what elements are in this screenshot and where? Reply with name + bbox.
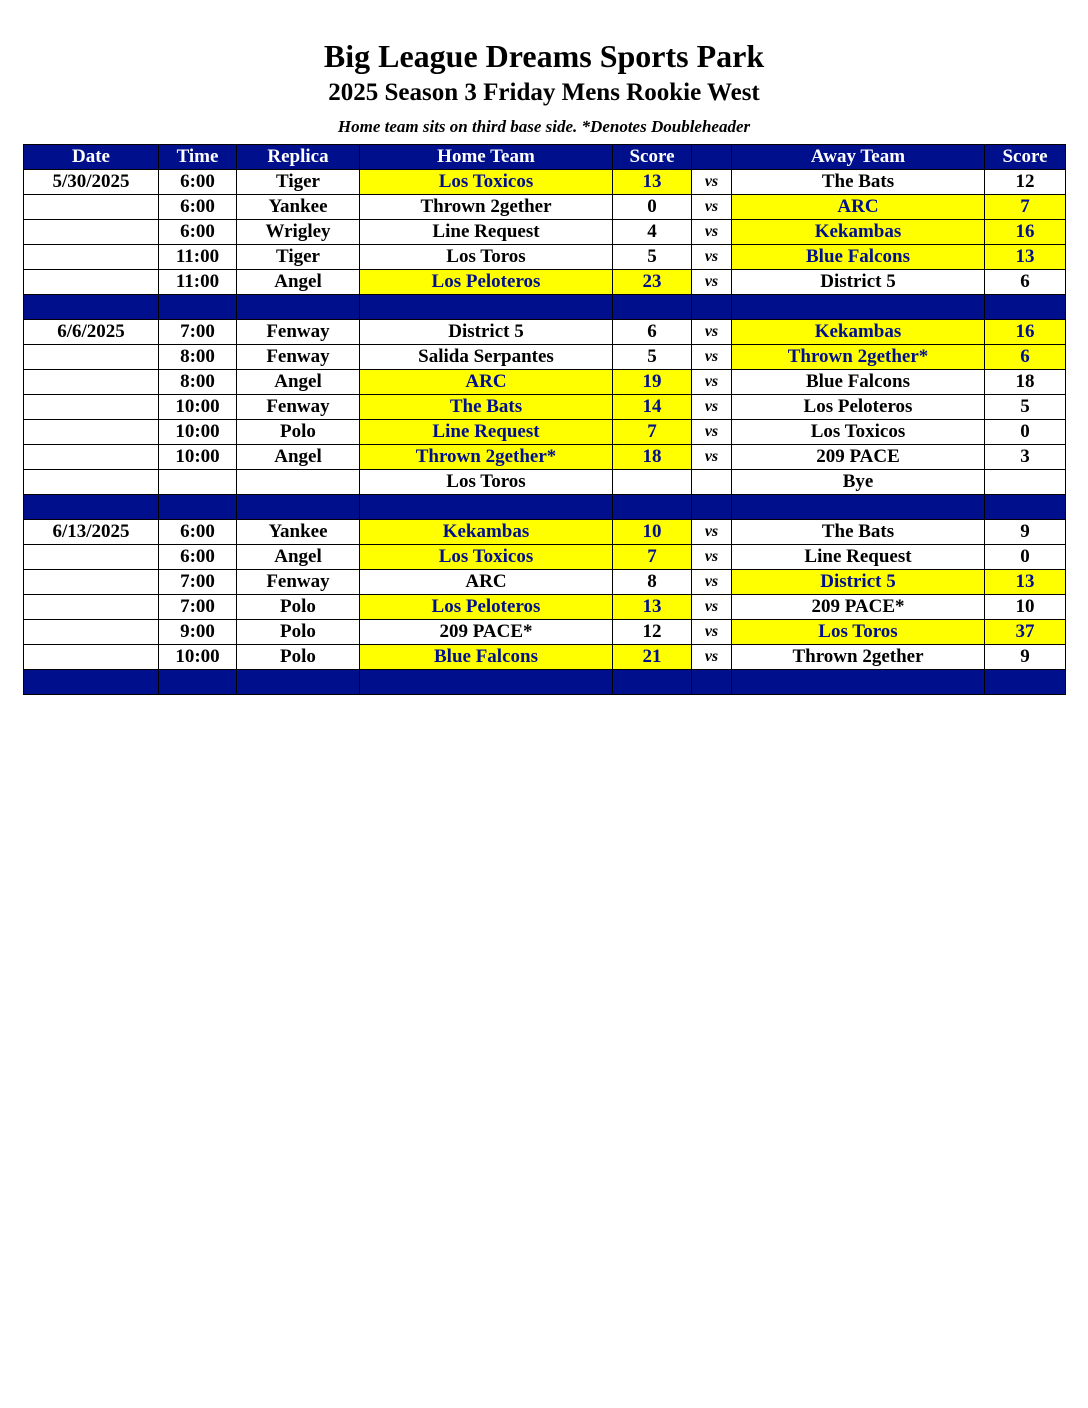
separator-row: [24, 295, 1066, 320]
table-row: [24, 320, 1066, 345]
away-team-cell: 209 PACE*: [732, 595, 985, 620]
away-score-cell: 10: [985, 595, 1066, 620]
separator-cell: [237, 495, 360, 520]
away-score-cell: 16: [985, 220, 1066, 245]
time-cell: 10:00: [159, 645, 237, 670]
away-team-cell: Bye: [732, 470, 985, 495]
home-team-cell: ARC: [360, 370, 613, 395]
home-team-cell: Kekambas: [360, 520, 613, 545]
away-score-cell: 37: [985, 620, 1066, 645]
vs-cell: vs: [692, 520, 732, 545]
away-score-cell: 18: [985, 370, 1066, 395]
date-cell: 6/13/2025: [24, 520, 159, 545]
separator-cell: [613, 495, 692, 520]
home-team-cell: Los Toros: [360, 470, 613, 495]
table-row: [24, 270, 1066, 295]
date-cell: [24, 595, 159, 620]
separator-cell: [732, 295, 985, 320]
home-score-cell: 0: [613, 195, 692, 220]
away-team-cell: Blue Falcons: [732, 370, 985, 395]
separator-cell: [24, 295, 159, 320]
home-team-cell: ARC: [360, 570, 613, 595]
column-header-away-team: Away Team: [732, 145, 985, 170]
separator-row: [24, 670, 1066, 695]
home-score-cell: 4: [613, 220, 692, 245]
replica-cell: Angel: [237, 270, 360, 295]
time-cell: 11:00: [159, 245, 237, 270]
date-cell: [24, 245, 159, 270]
away-team-cell: District 5: [732, 270, 985, 295]
away-score-cell: 3: [985, 445, 1066, 470]
replica-cell: Fenway: [237, 345, 360, 370]
vs-cell: vs: [692, 170, 732, 195]
away-team-cell: The Bats: [732, 520, 985, 545]
home-score-cell: 8: [613, 570, 692, 595]
separator-cell: [692, 670, 732, 695]
table-row: [24, 570, 1066, 595]
home-team-cell: Los Toxicos: [360, 170, 613, 195]
page-subtitle: 2025 Season 3 Friday Mens Rookie West: [328, 79, 760, 106]
home-score-cell: 18: [613, 445, 692, 470]
home-team-cell: Line Request: [360, 420, 613, 445]
column-header-replica: Replica: [237, 145, 360, 170]
replica-cell: Polo: [237, 595, 360, 620]
replica-cell: Angel: [237, 370, 360, 395]
separator-cell: [985, 670, 1066, 695]
column-header-vs: [692, 145, 732, 170]
replica-cell: Angel: [237, 445, 360, 470]
home-score-cell: 5: [613, 345, 692, 370]
time-cell: 11:00: [159, 270, 237, 295]
away-team-cell: The Bats: [732, 170, 985, 195]
away-score-cell: 13: [985, 245, 1066, 270]
replica-cell: Angel: [237, 545, 360, 570]
replica-cell: Fenway: [237, 395, 360, 420]
time-cell: 6:00: [159, 195, 237, 220]
date-cell: [24, 445, 159, 470]
table-row: [24, 170, 1066, 195]
home-team-cell: Salida Serpantes: [360, 345, 613, 370]
time-cell: 8:00: [159, 345, 237, 370]
vs-cell: vs: [692, 370, 732, 395]
home-score-cell: 13: [613, 595, 692, 620]
home-score-cell: 6: [613, 320, 692, 345]
home-score-cell: 13: [613, 170, 692, 195]
replica-cell: Fenway: [237, 570, 360, 595]
away-score-cell: 9: [985, 520, 1066, 545]
separator-cell: [613, 670, 692, 695]
replica-cell: Wrigley: [237, 220, 360, 245]
vs-cell: vs: [692, 320, 732, 345]
home-score-cell: 14: [613, 395, 692, 420]
separator-cell: [24, 670, 159, 695]
time-cell: 6:00: [159, 520, 237, 545]
away-score-cell: 5: [985, 395, 1066, 420]
separator-cell: [237, 670, 360, 695]
separator-cell: [360, 495, 613, 520]
date-cell: [24, 195, 159, 220]
home-team-cell: Los Toxicos: [360, 545, 613, 570]
away-score-cell: 6: [985, 345, 1066, 370]
away-team-cell: Thrown 2gether: [732, 645, 985, 670]
home-team-cell: Blue Falcons: [360, 645, 613, 670]
time-cell: 7:00: [159, 570, 237, 595]
vs-cell: vs: [692, 570, 732, 595]
time-cell: 9:00: [159, 620, 237, 645]
header-row: [24, 145, 1066, 170]
time-cell: 6:00: [159, 220, 237, 245]
replica-cell: Fenway: [237, 320, 360, 345]
time-cell: 6:00: [159, 545, 237, 570]
away-team-cell: Los Toros: [732, 620, 985, 645]
date-cell: [24, 395, 159, 420]
away-score-cell: 6: [985, 270, 1066, 295]
date-cell: [24, 370, 159, 395]
table-row: [24, 395, 1066, 420]
away-team-cell: Line Request: [732, 545, 985, 570]
table-row: [24, 345, 1066, 370]
home-team-cell: District 5: [360, 320, 613, 345]
away-score-cell: 9: [985, 645, 1066, 670]
vs-cell: vs: [692, 395, 732, 420]
home-team-cell: Line Request: [360, 220, 613, 245]
time-cell: 10:00: [159, 395, 237, 420]
date-cell: 6/6/2025: [24, 320, 159, 345]
away-team-cell: Kekambas: [732, 320, 985, 345]
date-cell: [24, 470, 159, 495]
away-team-cell: District 5: [732, 570, 985, 595]
vs-cell: vs: [692, 595, 732, 620]
separator-cell: [985, 295, 1066, 320]
time-cell: 6:00: [159, 170, 237, 195]
home-score-cell: 12: [613, 620, 692, 645]
separator-cell: [159, 495, 237, 520]
home-score-cell: 21: [613, 645, 692, 670]
date-cell: [24, 270, 159, 295]
replica-cell: [237, 470, 360, 495]
home-team-cell: Los Toros: [360, 245, 613, 270]
vs-cell: vs: [692, 545, 732, 570]
home-team-cell: Thrown 2gether*: [360, 445, 613, 470]
table-row: [24, 520, 1066, 545]
table-row: [24, 220, 1066, 245]
vs-cell: vs: [692, 645, 732, 670]
separator-cell: [692, 295, 732, 320]
vs-cell: vs: [692, 620, 732, 645]
date-cell: [24, 570, 159, 595]
date-cell: [24, 645, 159, 670]
date-cell: [24, 220, 159, 245]
away-team-cell: Los Toxicos: [732, 420, 985, 445]
time-cell: 7:00: [159, 595, 237, 620]
separator-cell: [360, 295, 613, 320]
date-cell: 5/30/2025: [24, 170, 159, 195]
separator-cell: [159, 670, 237, 695]
away-score-cell: 16: [985, 320, 1066, 345]
table-row: [24, 195, 1066, 220]
replica-cell: Polo: [237, 620, 360, 645]
separator-cell: [985, 495, 1066, 520]
away-score-cell: 0: [985, 545, 1066, 570]
time-cell: 7:00: [159, 320, 237, 345]
away-score-cell: 12: [985, 170, 1066, 195]
vs-cell: vs: [692, 445, 732, 470]
away-team-cell: Los Peloteros: [732, 395, 985, 420]
vs-cell: [692, 470, 732, 495]
home-team-cell: 209 PACE*: [360, 620, 613, 645]
replica-cell: Yankee: [237, 520, 360, 545]
home-score-cell: 5: [613, 245, 692, 270]
column-header-time: Time: [159, 145, 237, 170]
schedule-body: [24, 170, 1066, 695]
column-header-date: Date: [24, 145, 159, 170]
schedule-note: Home team sits on third base side. *Denotes Doubleheader: [337, 117, 751, 136]
replica-cell: Tiger: [237, 245, 360, 270]
away-team-cell: Kekambas: [732, 220, 985, 245]
time-cell: 8:00: [159, 370, 237, 395]
separator-cell: [237, 295, 360, 320]
table-row: [24, 445, 1066, 470]
away-score-cell: 13: [985, 570, 1066, 595]
separator-cell: [360, 670, 613, 695]
table-row: [24, 595, 1066, 620]
separator-cell: [159, 295, 237, 320]
away-score-cell: [985, 470, 1066, 495]
table-row: [24, 370, 1066, 395]
date-cell: [24, 345, 159, 370]
vs-cell: vs: [692, 420, 732, 445]
table-row: [24, 645, 1066, 670]
table-row: [24, 620, 1066, 645]
column-header-away-score: Score: [985, 145, 1066, 170]
table-row: [24, 545, 1066, 570]
separator-row: [24, 495, 1066, 520]
home-team-cell: Los Peloteros: [360, 595, 613, 620]
home-team-cell: The Bats: [360, 395, 613, 420]
separator-cell: [613, 295, 692, 320]
table-row: [24, 470, 1066, 495]
time-cell: [159, 470, 237, 495]
column-header-home-team: Home Team: [360, 145, 613, 170]
table-row: [24, 245, 1066, 270]
vs-cell: vs: [692, 345, 732, 370]
home-score-cell: 7: [613, 545, 692, 570]
home-score-cell: 23: [613, 270, 692, 295]
date-cell: [24, 420, 159, 445]
separator-cell: [692, 495, 732, 520]
away-team-cell: Thrown 2gether*: [732, 345, 985, 370]
away-team-cell: Blue Falcons: [732, 245, 985, 270]
replica-cell: Polo: [237, 645, 360, 670]
vs-cell: vs: [692, 270, 732, 295]
away-team-cell: 209 PACE: [732, 445, 985, 470]
home-score-cell: [613, 470, 692, 495]
time-cell: 10:00: [159, 420, 237, 445]
home-score-cell: 19: [613, 370, 692, 395]
away-score-cell: 0: [985, 420, 1066, 445]
home-score-cell: 7: [613, 420, 692, 445]
table-row: [24, 420, 1066, 445]
vs-cell: vs: [692, 220, 732, 245]
home-team-cell: Los Peloteros: [360, 270, 613, 295]
separator-cell: [732, 495, 985, 520]
column-header-home-score: Score: [613, 145, 692, 170]
date-cell: [24, 620, 159, 645]
date-cell: [24, 545, 159, 570]
page-title: Big League Dreams Sports Park: [323, 38, 765, 74]
home-score-cell: 10: [613, 520, 692, 545]
time-cell: 10:00: [159, 445, 237, 470]
vs-cell: vs: [692, 195, 732, 220]
away-score-cell: 7: [985, 195, 1066, 220]
home-team-cell: Thrown 2gether: [360, 195, 613, 220]
schedule-table: [23, 144, 1066, 695]
replica-cell: Yankee: [237, 195, 360, 220]
replica-cell: Tiger: [237, 170, 360, 195]
vs-cell: vs: [692, 245, 732, 270]
away-team-cell: ARC: [732, 195, 985, 220]
replica-cell: Polo: [237, 420, 360, 445]
separator-cell: [732, 670, 985, 695]
separator-cell: [24, 495, 159, 520]
